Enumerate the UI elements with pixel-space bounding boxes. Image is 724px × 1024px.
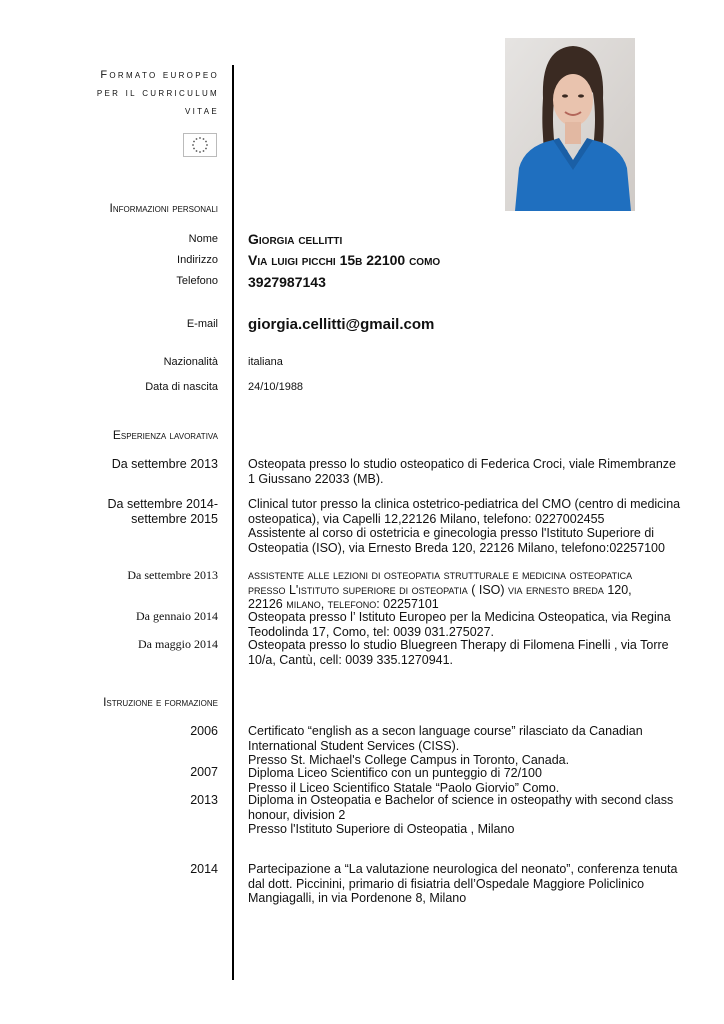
- cv-title-line3: vitae: [184, 105, 219, 117]
- text-line: 1 Giussano 22033 (MB).: [248, 471, 384, 486]
- date-line: Da settembre 2014-: [107, 497, 218, 511]
- text-line: Partecipazione a “La valutazione neurologica del neonato”, conferenza tenuta: [248, 862, 678, 876]
- text-line: honour, division 2: [248, 807, 346, 822]
- date-line: settembre 2015: [131, 512, 218, 526]
- value-data-nascita: 24/10/1988: [248, 381, 304, 393]
- eu-flag-icon: [183, 133, 217, 157]
- edu-item-1: [248, 724, 688, 768]
- work-date-5: Da maggio 2014: [138, 637, 218, 651]
- value-telefono: 3927987143: [248, 274, 326, 290]
- edu-year-3: 2013: [190, 793, 218, 807]
- text-line: 22126 milano, telefono: 02257101: [248, 597, 439, 611]
- cv-title-line1: Formato europeo: [100, 69, 219, 81]
- work-item-4: [248, 610, 688, 639]
- text-line: Presso St. Michael's College Campus in Toronto, Canada.: [248, 753, 570, 767]
- edu-year-2: 2007: [190, 765, 218, 779]
- value-nome: Giorgia cellitti: [248, 231, 343, 247]
- work-item-3: [248, 568, 688, 612]
- work-date-4: Da gennaio 2014: [136, 609, 218, 623]
- label-nome: Nome: [188, 233, 218, 245]
- text-line: presso L'istituto superiore di osteopatia ( ISO) via ernesto breda 120,: [248, 582, 632, 597]
- text-line: Presso l'Istituto Superiore di Osteopatia , Milano: [248, 822, 515, 836]
- section-education: Istruzione e formazione: [103, 695, 218, 709]
- text-line: dal dott. Piccinini, primario di fisiatria dell’Ospedale Maggiore Policlinico: [248, 876, 645, 891]
- work-item-2: [248, 497, 688, 555]
- label-telefono: Telefono: [176, 275, 218, 287]
- work-item-1: [248, 457, 688, 486]
- section-personal-info: Informazioni personali: [109, 201, 218, 215]
- text-line: 10/a, Cantù, cell: 0039 335.1270941.: [248, 652, 454, 667]
- text-line: International Student Services (CISS).: [248, 738, 460, 753]
- text-line: Osteopata presso lo studio osteopatico di Federica Croci, viale Rimembranze: [248, 457, 676, 471]
- label-nazionalita: Nazionalità: [163, 356, 218, 368]
- text-line: assistente alle lezioni di osteopatia strutturale e medicina osteopatica: [248, 568, 633, 582]
- edu-item-3: [248, 793, 688, 837]
- text-line: Certificato “english as a secon language course” rilasciato da Canadian: [248, 724, 643, 738]
- text-line: Diploma in Osteopatia e Bachelor of science in osteopathy with second class: [248, 793, 674, 807]
- text-line: Diploma Liceo Scientifico con un punteggio di 72/100: [248, 766, 542, 780]
- label-indirizzo: Indirizzo: [177, 254, 218, 266]
- text-line: Mangiagalli, in via Pordenone 8, Milano: [248, 891, 467, 905]
- profile-photo: [505, 38, 635, 211]
- work-item-5: [248, 638, 688, 667]
- value-email: giorgia.cellitti@gmail.com: [248, 316, 435, 333]
- text-line: Osteopata presso lo studio Bluegreen Therapy di Filomena Finelli , via Torre: [248, 638, 669, 652]
- text-line: Teodolinda 17, Como, tel: 0039 031.275027.: [248, 624, 495, 639]
- work-date-1: Da settembre 2013: [111, 457, 218, 471]
- text-line: osteopatica), via Capelli 12,22126 Milano, telefono: 0227002455: [248, 511, 605, 526]
- work-date-3: Da settembre 2013: [127, 568, 218, 582]
- text-line: Clinical tutor presso la clinica ostetrico-pediatrica del CMO (centro di medicina: [248, 497, 681, 511]
- edu-item-4: [248, 862, 688, 906]
- label-email: E-mail: [186, 318, 218, 330]
- text-line: Presso il Liceo Scientifico Statale “Paolo Giorvio” Como.: [248, 780, 560, 795]
- section-work-experience: Esperienza lavorativa: [112, 428, 218, 442]
- value-nazionalita: italiana: [248, 356, 283, 368]
- vertical-divider: [232, 65, 234, 980]
- text-line: Osteopata presso l’ Istituto Europeo per la Medicina Osteopatica, via Regina: [248, 610, 671, 624]
- work-date-2: [108, 497, 218, 527]
- text-line: Assistente al corso di ostetricia e ginecologia presso l'Istituto Superiore di: [248, 526, 655, 540]
- value-indirizzo: Via luigi picchi 15b 22100 como: [248, 252, 441, 268]
- text-line: Osteopatia (ISO), via Ernesto Breda 120, 22126 Milano, telefono:02257100: [248, 540, 665, 555]
- cv-title-line2: per il curriculum: [96, 87, 219, 99]
- edu-year-1: 2006: [190, 724, 218, 738]
- edu-item-2: [248, 766, 688, 795]
- edu-year-4: 2014: [190, 862, 218, 876]
- label-data-nascita: Data di nascita: [145, 381, 218, 393]
